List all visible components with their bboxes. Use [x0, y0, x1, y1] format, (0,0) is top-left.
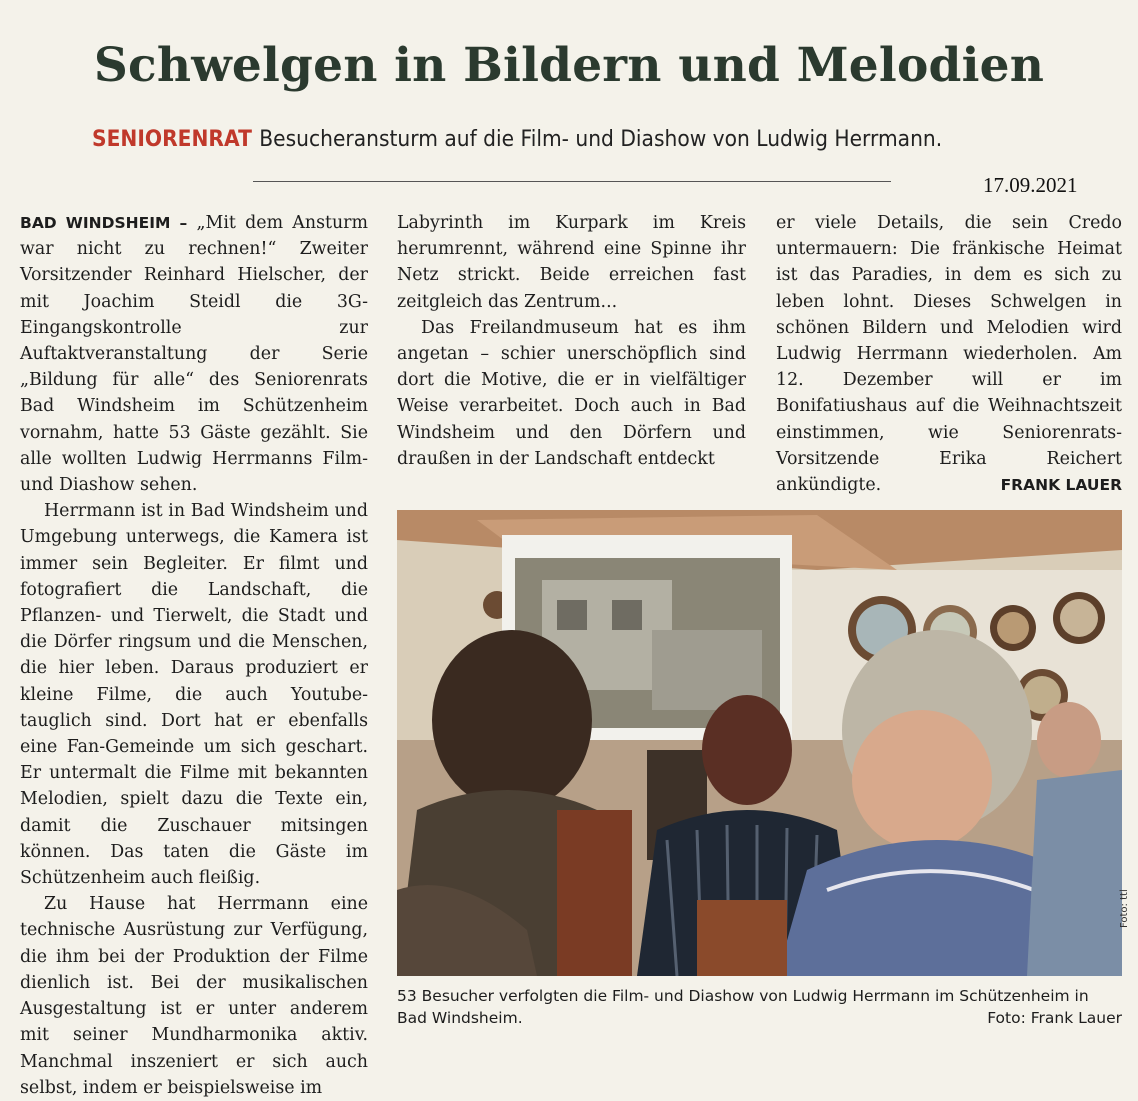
photo-credit: Foto: Frank Lauer — [987, 1009, 1122, 1027]
paragraph: Herrmann ist in Bad Windsheim und Umgebung unterwegs, die Kamera ist immer sein Begleiter. Er filmt und fotografiert die Landschaft, die Pflanzen- und Tierwelt, die Stadt und die Dörfer ringsum und die Menschen, die hier leben. Daraus produziert er kleine Filme, die auch Youtube-tauglich sind. Dort hat er ebenfalls eine Fan-Gemeinde um sich geschart. Er untermalt die Filme mit bekannten Melodien, spielt dazu die Texte ein, damit die Zuschauer mitsingen können. Das taten die Gäste im Schützenheim auch fleißig. — [20, 501, 368, 889]
paragraph — [20, 210, 368, 498]
paragraph — [776, 210, 1122, 498]
photo-caption — [397, 985, 1122, 1029]
section-kicker: SENIORENRAT — [92, 127, 252, 152]
article-column-1 — [20, 210, 368, 1101]
subheadline: Besucheransturm auf die Film- und Diashow von Ludwig Herrmann. — [259, 127, 943, 152]
author-byline: FRANK LAUER — [1000, 476, 1122, 495]
article-photo — [397, 510, 1122, 976]
paragraph: Labyrinth im Kurpark im Kreis herumrennt, während eine Spinne ihr Netz strickt. Beide erreichen fast zeitgleich das Zentrum... — [397, 213, 746, 312]
paragraph: Das Freilandmuseum hat es ihm angetan – schier unerschöpflich sind dort die Motive, die er in vielfältiger Weise verarbeitet. Doch auch in Bad Windsheim und den Dörfern und draußen in der Landschaft entdeckt — [397, 317, 746, 469]
dateline: BAD WINDSHEIM – — [20, 214, 188, 232]
article-column-2 — [397, 210, 746, 472]
photo-side-credit: Foto: ttl — [1119, 889, 1130, 928]
caption-text: 53 Besucher verfolgten die Film- und Diashow von Ludwig Herrmann im Schützenheim in Bad Windsheim. — [397, 987, 1089, 1027]
publication-date: 17.09.2021 — [983, 173, 1078, 197]
paragraph-text: „Mit dem Ansturm war nicht zu rechnen!“ Zweiter Vorsitzender Reinhard Hielscher, der mit Joachim Steidl die 3G-Eingangskontrolle zur Auftaktveranstaltung der Serie „Bildung für alle“ des Seniorenrats Bad Windsheim im Schützenheim vornahm, hatte 53 Gäste gezählt. Sie alle wollten Ludwig Herrmanns Film- und Diashow sehen. — [20, 213, 368, 496]
paragraph: Zu Hause hat Herrmann eine technische Ausrüstung zur Verfügung, die ihm bei der Produktion der Filme dienlich ist. Bei der musikalischen Ausgestaltung ist er unter anderem mit seiner Mundharmonika aktiv. Manchmal inszeniert er sich auch selbst, indem er beispielsweise im — [20, 894, 368, 1098]
subheadline-row — [92, 127, 942, 152]
article-column-3 — [776, 210, 1122, 498]
headline: Schwelgen in Bildern und Melodien — [93, 38, 1045, 93]
paragraph-text: er viele Details, die sein Credo untermauern: Die fränkische Heimat ist das Paradies, in dem es sich zu leben lohnt. Dieses Schwelgen in schönen Bildern und Melodien wird Ludwig Herrmann wiederholen. Am 12. Dezember will er im Bonifatiushaus auf die Weihnachtszeit einstimmen, wie Seniorenrats-Vorsitzende Erika Reichert ankündigte. — [776, 213, 1122, 496]
audience-watching-slideshow-illustration — [397, 510, 1122, 976]
headline-divider — [253, 181, 891, 182]
